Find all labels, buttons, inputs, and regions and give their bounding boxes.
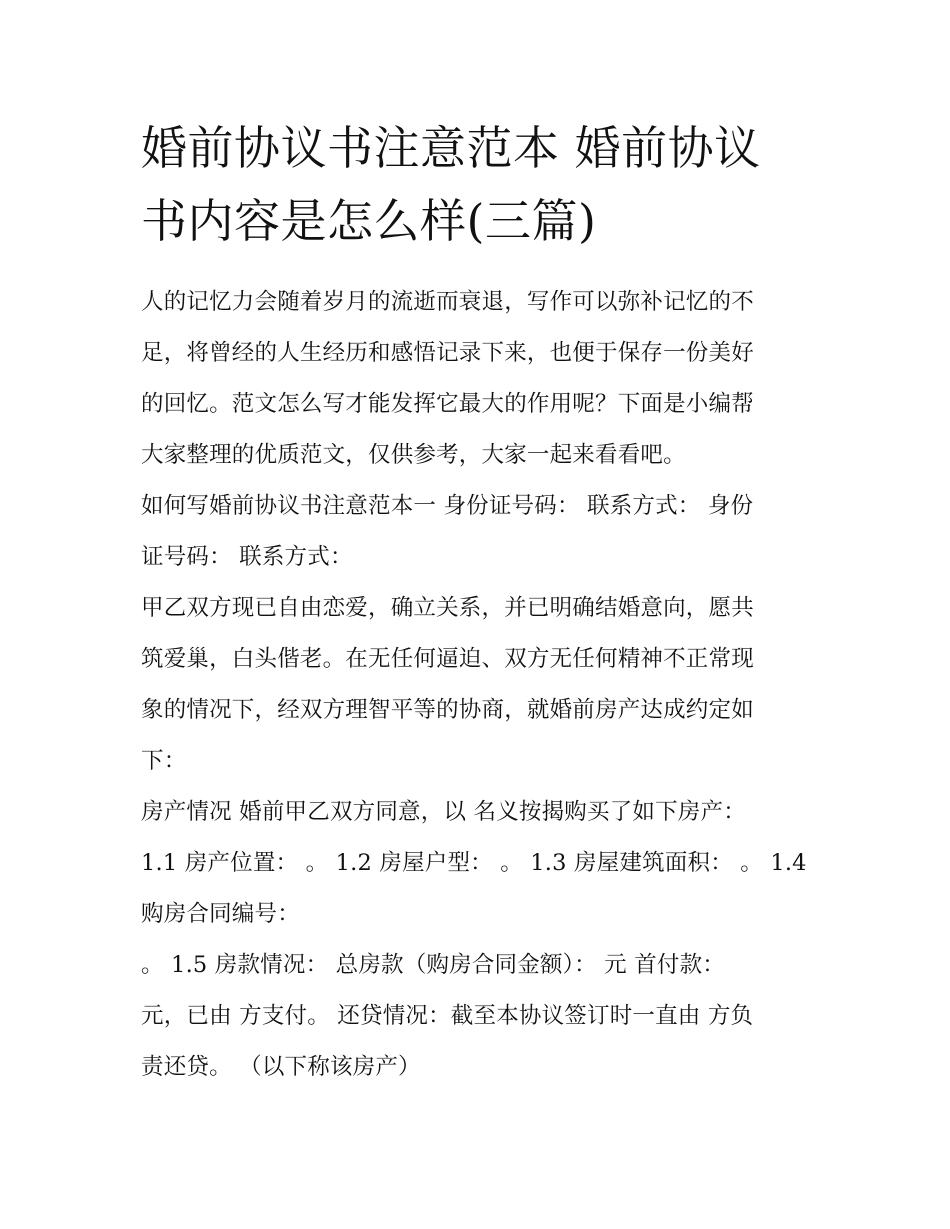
document-title: 婚前协议书注意范本 婚前协议 书内容是怎么样(三篇) — [141, 121, 761, 248]
property-details-paragraph: 1.1 房产位置： 。 1.2 房屋户型： 。 1.3 房屋建筑面积： 。 1.4 购房合同编号： — [141, 850, 807, 927]
repayment-paragraph: 元，已由 方支付。 还贷情况：截至本协议签订时一直由 方负 责还贷。 （以下称该房产） — [141, 1003, 754, 1080]
payment-details-paragraph: 。 1.5 房款情况： 总房款（购房合同金额）： 元 首付款： — [141, 952, 725, 978]
party-info-paragraph: 如何写婚前协议书注意范本一 身份证号码： 联系方式： 身份 证号码： 联系方式： — [141, 493, 754, 570]
intro-paragraph: 人的记忆力会随着岁月的流逝而衰退，写作可以弥补记忆的不 足，将曾经的人生经历和感悟记录下来，也便于保存一份美好 的回忆。范文怎么写才能发挥它最大的作用呢？下面是小编帮 大家整理的优质范文，仅供参考，大家一起来看看吧。 — [141, 289, 754, 468]
property-status-paragraph: 房产情况 婚前甲乙双方同意，以 名义按揭购买了如下房产： — [141, 799, 746, 825]
agreement-preamble-paragraph: 甲乙双方现已自由恋爱，确立关系，并已明确结婚意向，愿共 筑爱巢，白头偕老。在无任何逼迫、双方无任何精神不正常现 象的情况下，经双方理智平等的协商，就婚前房产达成约定如 下： — [141, 595, 754, 774]
document-body — [141, 277, 821, 1093]
